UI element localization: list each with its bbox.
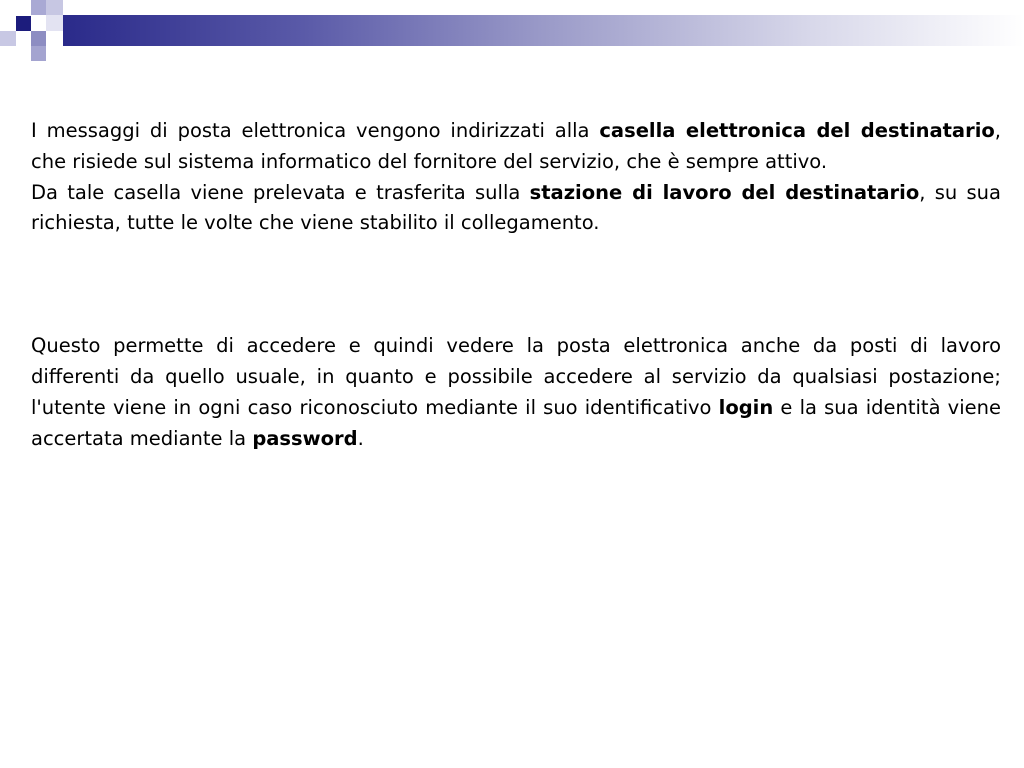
paragraph-workstation [31,178,1001,240]
bold-term: stazione di lavoro del destinatario [529,180,920,204]
text-span: Da tale casella viene prelevata e trasferita sulla [31,180,530,204]
text-span: I messaggi di posta elettronica vengono indirizzati alla [31,119,600,142]
deco-square-light [0,31,16,46]
text-span: , che risiede sul sistema informatico del fornitore del servizio, che è sempre attivo. [31,119,1001,173]
bold-term: password [252,426,358,450]
text-span: Questo permette di accedere e quindi vedere la posta elettronica anche da posti di lavoro differenti da quello usuale, in quanto e possibile accedere al servizio da qualsiasi postazione; l'utente viene in ogni caso riconosciuto mediante il suo identificativo [31,334,1001,419]
text-span: . [357,426,364,450]
text-span: e la sua identità viene accertata mediante la [31,395,1001,450]
slide-body [31,116,1001,454]
deco-square-dark [16,16,31,31]
header-gradient-bar [63,15,1024,46]
deco-square-light [46,0,63,15]
bold-term: casella elettronica del destinatario [599,119,995,142]
paragraph-access [31,331,1001,454]
header-decoration [0,0,1024,64]
deco-square-light [46,15,63,31]
bold-term: login [718,395,774,419]
spacer [31,239,1001,331]
paragraph-mailbox [31,116,1001,178]
deco-square-mid [31,31,46,46]
deco-square-light [31,46,46,61]
deco-square-light [31,0,46,15]
text-span: , su sua richiesta, tutte le volte che viene stabilito il collegamento. [31,180,1001,235]
